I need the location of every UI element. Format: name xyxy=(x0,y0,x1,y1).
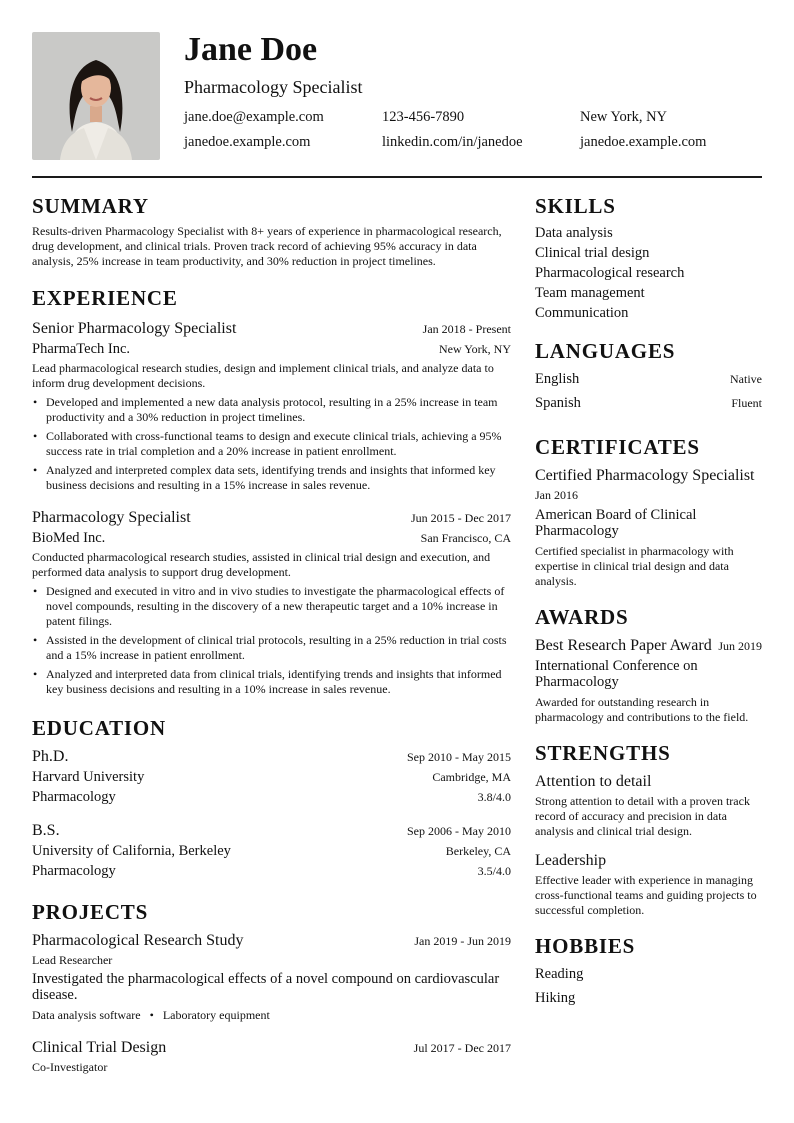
education-degree: B.S. xyxy=(32,822,60,839)
project-dates: Jan 2019 - Jun 2019 xyxy=(414,934,511,948)
job-bullet: • Assisted in the development of clinical trial protocols, resulting in a 25% reduction in trial costs and a 15% increase in patient enrollment. xyxy=(32,633,511,663)
project-role: Co-Investigator xyxy=(32,1060,108,1074)
strength-description: Strong attention to detail with a proven track record of accuracy and precision in data analysis and clinical trial design. xyxy=(535,794,750,838)
projects-section xyxy=(32,898,511,1075)
candidate-name: Jane Doe xyxy=(184,31,318,68)
profile-photo-illustration xyxy=(32,32,160,160)
certificates-heading: CERTIFICATES xyxy=(535,435,700,459)
job-entry xyxy=(32,318,511,493)
contact-website[interactable]: janedoe.example.com xyxy=(184,134,311,150)
project-name: Clinical Trial Design xyxy=(32,1039,167,1056)
language-row xyxy=(535,369,762,389)
language-row xyxy=(535,393,762,413)
education-field: Pharmacology xyxy=(32,863,116,879)
languages-section xyxy=(535,337,762,413)
strength-description: Effective leader with experience in managing cross-functional teams and guiding projects to successful completion. xyxy=(535,873,757,917)
awards-section xyxy=(535,603,762,725)
education-gpa: 3.8/4.0 xyxy=(477,790,511,804)
project-tools xyxy=(32,1008,511,1023)
project-role: Lead Researcher xyxy=(32,953,113,967)
hobby-item: Hiking xyxy=(535,990,576,1006)
hobby-item: Reading xyxy=(535,966,584,982)
job-location: San Francisco, CA xyxy=(420,531,511,545)
education-heading: EDUCATION xyxy=(32,716,166,740)
education-degree: Ph.D. xyxy=(32,748,69,765)
job-description: Conducted pharmacological research studies, assisted in clinical trial design and execution, and performed data analysis to support drug development. xyxy=(32,550,491,579)
right-column xyxy=(535,192,762,1008)
skill-item: Pharmacological research xyxy=(535,265,685,281)
left-column xyxy=(32,192,511,1075)
education-dates: Sep 2010 - May 2015 xyxy=(407,750,511,764)
contact-email[interactable]: jane.doe@example.com xyxy=(184,109,324,125)
bullet-separator: • xyxy=(149,1008,154,1022)
strength-name: Leadership xyxy=(535,852,607,869)
education-dates: Sep 2006 - May 2010 xyxy=(407,824,511,838)
profile-photo xyxy=(32,32,160,160)
experience-section xyxy=(32,284,511,697)
skill-item: Data analysis xyxy=(535,225,613,241)
language-name: Spanish xyxy=(535,395,581,411)
project-description: Investigated the pharmacological effects of a novel compound on cardiovascular disease. xyxy=(32,971,500,1003)
contact-location: New York, NY xyxy=(580,109,668,125)
award-description: Awarded for outstanding research in pharmacology and contributions to the field. xyxy=(535,695,749,724)
education-field: Pharmacology xyxy=(32,789,116,805)
certificates-section xyxy=(535,433,762,589)
job-bullets xyxy=(32,395,511,493)
job-bullet: • Designed and executed in vitro and in vivo studies to investigate the pharmacological effects of novel compounds, resulting in the discovery of a new therapeutic target and a 10% increase in patent filings. xyxy=(32,584,511,629)
job-entry xyxy=(32,507,511,697)
awards-heading: AWARDS xyxy=(535,605,629,629)
education-location: Cambridge, MA xyxy=(432,770,511,784)
skills-heading: SKILLS xyxy=(535,194,616,218)
award-date: Jun 2019 xyxy=(718,639,762,653)
contact-website-2[interactable]: janedoe.example.com xyxy=(580,134,707,150)
summary-section xyxy=(32,192,511,269)
education-section xyxy=(32,714,511,881)
hobbies-heading: HOBBIES xyxy=(535,934,636,958)
education-entry xyxy=(32,746,511,807)
language-level: Native xyxy=(730,372,762,386)
project-tool: Data analysis software xyxy=(32,1008,141,1022)
summary-text: Results-driven Pharmacology Specialist with 8+ years of experience in pharmacological research, drug development, and clinical trials. Proven track record of achieving 95% accuracy in data analysis, 25% increase in team productivity, and 30% reduction in project timelines. xyxy=(32,224,502,268)
education-entry xyxy=(32,820,511,881)
job-role: Senior Pharmacology Specialist xyxy=(32,320,237,337)
project-name: Pharmacological Research Study xyxy=(32,932,244,949)
candidate-title: Pharmacology Specialist xyxy=(184,77,363,97)
job-dates: Jun 2015 - Dec 2017 xyxy=(411,511,511,525)
certificate-name: Certified Pharmacology Specialist xyxy=(535,467,755,484)
skill-item: Communication xyxy=(535,305,629,321)
job-company: PharmaTech Inc. xyxy=(32,341,131,357)
award-issuer: International Conference on Pharmacology xyxy=(535,658,698,690)
education-school: University of California, Berkeley xyxy=(32,843,231,859)
job-role: Pharmacology Specialist xyxy=(32,509,191,526)
job-description: Lead pharmacological research studies, design and implement clinical trials, and analyze data to inform drug development decisions. xyxy=(32,361,494,390)
job-bullet: • Developed and implemented a new data analysis protocol, resulting in a 25% increase in team productivity and a 30% reduction in project timelines. xyxy=(32,395,511,425)
strengths-section xyxy=(535,739,762,918)
education-school: Harvard University xyxy=(32,769,145,785)
projects-heading: PROJECTS xyxy=(32,900,149,924)
skill-item: Team management xyxy=(535,285,645,301)
job-bullet: • Analyzed and interpreted complex data sets, identifying trends and insights that informed key business decisions and resulting in a 15% increase in sales revenue. xyxy=(32,463,511,493)
language-level: Fluent xyxy=(731,396,762,410)
contact-linkedin[interactable]: linkedin.com/in/janedoe xyxy=(382,134,523,150)
summary-heading: SUMMARY xyxy=(32,194,149,218)
education-location: Berkeley, CA xyxy=(445,844,511,858)
language-name: English xyxy=(535,371,580,387)
project-entry xyxy=(32,1037,511,1075)
job-bullet: • Analyzed and interpreted data from clinical trials, identifying trends and insights that informed key business decisions and resulting in a 10% increase in sales revenue. xyxy=(32,667,511,697)
skill-item: Clinical trial design xyxy=(535,245,650,261)
strength-name: Attention to detail xyxy=(535,773,652,790)
award-name: Best Research Paper Award xyxy=(535,637,712,654)
experience-heading: EXPERIENCE xyxy=(32,286,178,310)
project-tool: Laboratory equipment xyxy=(162,1008,270,1022)
job-bullets xyxy=(32,584,511,697)
skills-section xyxy=(535,192,762,323)
hobbies-section xyxy=(535,932,762,1008)
certificate-issuer: American Board of Clinical Pharmacology xyxy=(535,507,697,539)
header-divider xyxy=(32,176,762,178)
contact-grid xyxy=(184,108,764,152)
education-gpa: 3.5/4.0 xyxy=(477,864,511,878)
strengths-heading: STRENGTHS xyxy=(535,741,671,765)
languages-heading: LANGUAGES xyxy=(535,339,676,363)
contact-phone[interactable]: 123-456-7890 xyxy=(382,109,465,125)
certificate-description: Certified specialist in pharmacology with expertise in clinical trial design and data analysis. xyxy=(535,544,734,588)
certificate-date: Jan 2016 xyxy=(535,488,578,502)
job-bullet: • Collaborated with cross-functional teams to design and execute clinical trials, achieving a 95% success rate in trial completion and a 20% increase in patient enrollment. xyxy=(32,429,511,459)
job-company: BioMed Inc. xyxy=(32,530,106,546)
job-dates: Jan 2018 - Present xyxy=(422,322,511,336)
project-entry xyxy=(32,930,511,1023)
job-location: New York, NY xyxy=(438,342,511,356)
project-dates: Jul 2017 - Dec 2017 xyxy=(413,1041,511,1055)
